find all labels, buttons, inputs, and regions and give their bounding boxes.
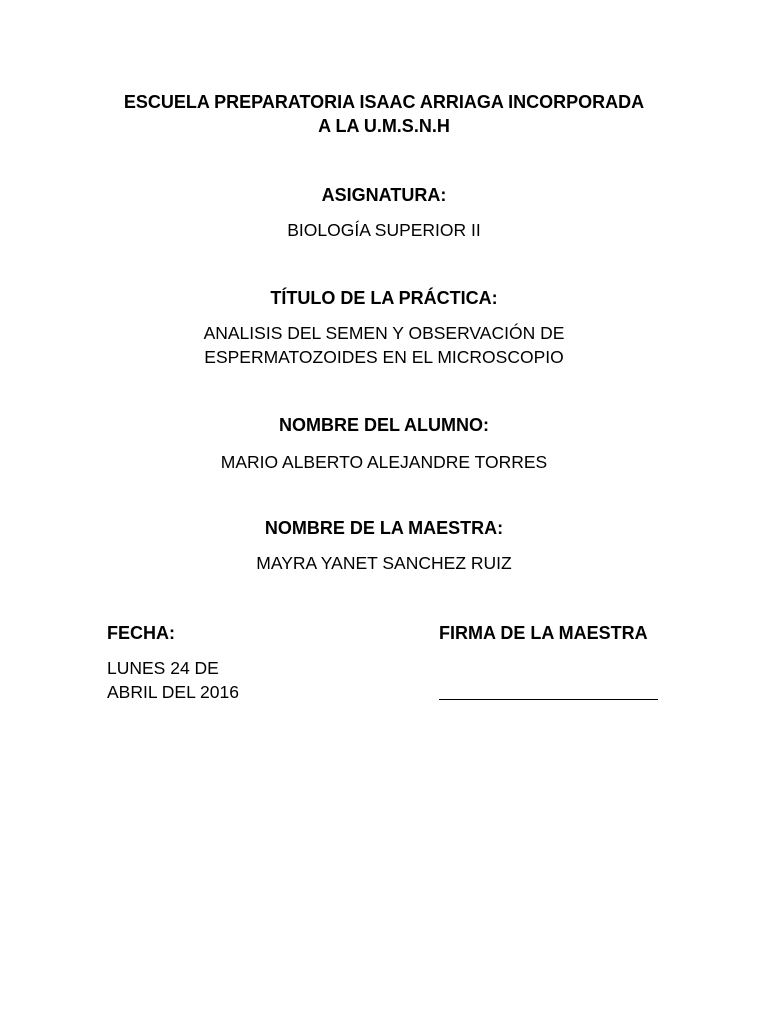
school-name-line-2: A LA U.M.S.N.H [318,116,450,136]
teacher-name-label: NOMBRE DE LA MAESTRA: [264,518,504,538]
student-name-label: NOMBRE DEL ALUMNO: [279,415,489,435]
practice-title-line-2: ESPERMATOZOIDES EN EL MICROSCOPIO [204,347,564,367]
date-label: FECHA: [107,623,175,643]
practice-title-value [0,321,768,369]
teacher-name-value: MAYRA YANET SANCHEZ RUIZ [256,553,512,573]
practice-title-line-1: ANALISIS DEL SEMEN Y OBSERVACIÓN DE [203,323,565,343]
school-name-line-1: ESCUELA PREPARATORIA ISAAC ARRIAGA INCORPORADA [123,92,645,112]
date-line-1: LUNES 24 DE [107,658,219,678]
student-name-value: MARIO ALBERTO ALEJANDRE TORRES [220,452,548,472]
subject-value: BIOLOGÍA SUPERIOR II [287,220,481,240]
subject-label: ASIGNATURA: [321,185,447,205]
practice-title-label: TÍTULO DE LA PRÁCTICA: [270,288,498,308]
date-line-2: ABRIL DEL 2016 [107,682,239,702]
date-value [107,656,239,704]
school-heading [0,90,768,138]
signature-label: FIRMA DE LA MAESTRA [439,623,648,643]
signature-line [439,699,658,700]
